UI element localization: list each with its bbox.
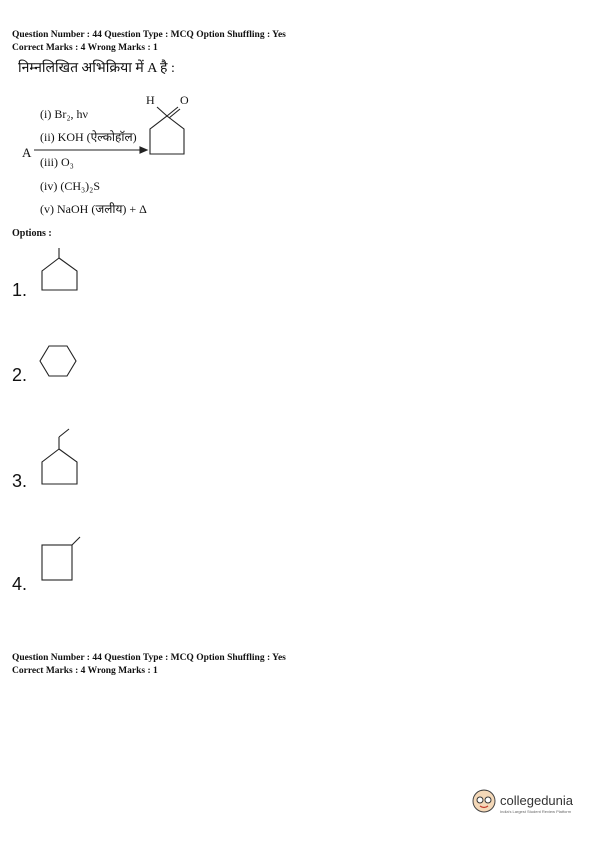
reactant-a: A xyxy=(22,145,32,160)
option-4-structure[interactable] xyxy=(38,532,88,587)
option-1-number: 1. xyxy=(12,280,28,300)
logo-name: collegedunia xyxy=(500,793,574,808)
reaction-step-2: (ii) KOH (ऐल्कोहॉल) xyxy=(40,130,137,144)
reaction-step-1: (i) Br₂, hν xyxy=(40,107,88,121)
question-header: Question Number : 44 Question Type : MCQ Option Shuffling : Yes xyxy=(12,30,286,40)
product-structure xyxy=(140,100,200,165)
footer-marks-header: Correct Marks : 4 Wrong Marks : 1 xyxy=(12,666,158,676)
option-2-structure[interactable] xyxy=(38,343,83,381)
reaction-step-3: (iii) O₃ xyxy=(40,155,74,169)
product-h-label: H xyxy=(146,93,155,107)
marks-header: Correct Marks : 4 Wrong Marks : 1 xyxy=(12,43,158,53)
option-1-structure[interactable] xyxy=(40,245,90,295)
option-3-structure[interactable] xyxy=(40,425,90,487)
option-3-number: 3. xyxy=(12,471,28,491)
footer-question-header: Question Number : 44 Question Type : MCQ Option Shuffling : Yes xyxy=(12,653,286,663)
option-2-number: 2. xyxy=(12,365,28,385)
product-o-label: O xyxy=(180,93,189,107)
reaction-step-5: (v) NaOH (जलीय) + Δ xyxy=(40,202,147,216)
collegedunia-mascot-icon xyxy=(468,785,500,817)
question-text: निम्नलिखित अभिक्रिया में A है : xyxy=(18,61,175,76)
options-label: Options : xyxy=(12,228,52,239)
logo-tagline: India's Largest Student Review Platform xyxy=(500,809,572,814)
reaction-step-4: (iv) (CH₃)₂S xyxy=(40,179,101,193)
option-4-number: 4. xyxy=(12,574,28,594)
